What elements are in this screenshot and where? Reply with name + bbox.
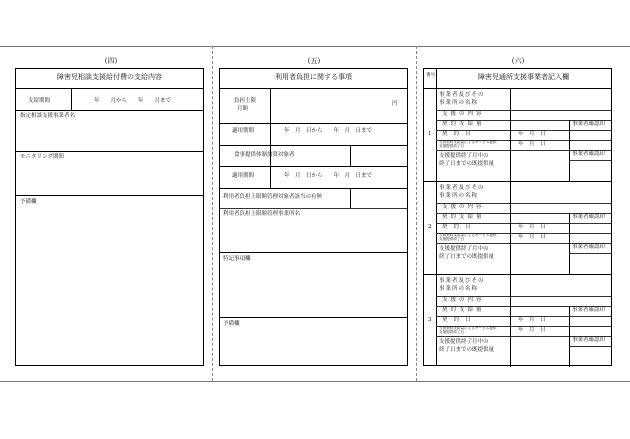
section-six-box (423, 68, 612, 366)
remaining-label-2: 終了日までの既提供量 (439, 254, 495, 260)
section-five-header: 利用者負担に関する事項 (275, 73, 352, 81)
divider (220, 166, 407, 167)
divider (16, 151, 203, 152)
divider (569, 130, 611, 131)
contract-date-value: 年 月 日 (518, 131, 546, 137)
divider (16, 88, 203, 89)
mgmt-office-label: 利用者負担上限額管理事業所名 (223, 211, 301, 217)
support-content-label: 支援の内容 (442, 111, 485, 117)
office-name-label-2: 事業所の名称 (439, 193, 479, 199)
meal-period-label: 適用期間 (232, 173, 255, 179)
contract-date-value: 年 月 日 (518, 317, 546, 323)
confirm-seal-label: 事業者確認印 (572, 151, 606, 157)
end-date-value: 年 月 日 (518, 141, 546, 147)
section-six-number: (六) (511, 57, 525, 65)
five-reserve-label: 予備欄 (223, 321, 240, 327)
divider (424, 274, 611, 275)
contract-date-label: 契約日 (442, 317, 477, 323)
confirm-seal-label: 事業者確認印 (572, 121, 606, 127)
contract-date-value: 年 月 日 (518, 224, 546, 230)
divider (16, 110, 203, 111)
period-value: 年 月から 年 月まで (94, 98, 172, 104)
section-five-box (219, 68, 408, 366)
divider (350, 188, 351, 208)
end-note-2: 支援提供終了日 (439, 237, 465, 241)
support-content-label: 支援の内容 (442, 297, 485, 303)
section-six-header: 障害児通所支援事業者記入欄 (478, 73, 569, 81)
reserve-label: 予備欄 (20, 199, 37, 205)
support-content-label: 支援の内容 (442, 204, 485, 210)
divider (71, 88, 72, 110)
remaining-label-2: 終了日までの既提供量 (439, 161, 495, 167)
divider (220, 188, 407, 189)
divider (350, 145, 351, 166)
end-date-value: 年 月 日 (518, 327, 546, 333)
top-rule (0, 46, 630, 47)
meal-period-value: 年 月 日から 年 月 日まで (284, 173, 373, 179)
confirm-seal-label: 事業者確認印 (572, 307, 606, 313)
divider (510, 88, 511, 181)
entry-number: 3 (428, 317, 432, 323)
meal-label: 食事提供体制加算対象者 (234, 152, 295, 158)
entry-number: 1 (428, 131, 432, 137)
special-label: 特記事項欄 (223, 256, 251, 262)
divider (16, 195, 203, 196)
mgmt-label: 利用者負担上限額管理対象者該当の有無 (223, 194, 323, 200)
fold-line-1 (212, 46, 213, 381)
divider (510, 181, 511, 274)
limit-period-label: 適用期間 (232, 128, 255, 134)
period-label: 支給期間 (28, 98, 51, 104)
divider (510, 274, 511, 367)
monitoring-label: モニタリング期間 (20, 154, 64, 160)
section-four-number: (四) (104, 57, 118, 65)
confirm-seal-label: 事業者確認印 (572, 214, 606, 220)
divider (569, 160, 611, 161)
yen-unit: 円 (392, 101, 398, 107)
confirm-seal-label: 事業者確認印 (572, 244, 606, 250)
fold-line-2 (416, 46, 417, 381)
office-name-label-2: 事業所の名称 (439, 286, 479, 292)
office-name-label-1: 事業者及びその (439, 278, 485, 284)
divider (270, 166, 271, 188)
remaining-label-1: 支援提供終了月中の (439, 339, 489, 345)
divider (424, 181, 611, 182)
contract-amount-label: 契約支給量 (442, 307, 485, 313)
limit-period-value: 年 月 日から 年 月 日まで (284, 128, 373, 134)
remaining-label-1: 支援提供終了月中の (439, 153, 489, 159)
divider (220, 317, 407, 318)
divider (424, 88, 611, 89)
number-header: 番号 (426, 73, 436, 78)
divider (569, 346, 611, 347)
divider (569, 253, 611, 254)
section-four-header: 障害児相談支援給付費の支給内容 (57, 73, 162, 81)
remaining-label-1: 支援提供終了月中の (439, 246, 489, 252)
section-four-box (15, 68, 204, 366)
limit-label-1: 負担上限 (234, 98, 257, 104)
divider (220, 208, 407, 209)
office-name-label-1: 事業者及びその (439, 92, 485, 98)
divider (569, 223, 611, 224)
end-note-1: 当該契約支給量によるサービス提供 (439, 326, 497, 330)
section-five-number: (五) (307, 57, 321, 65)
divider (220, 88, 407, 89)
end-note-1: 当該契約支給量によるサービス提供 (439, 233, 497, 237)
contract-date-label: 契約日 (442, 131, 477, 137)
divider (220, 252, 407, 253)
end-note-2: 支援提供終了日 (439, 330, 465, 334)
contract-date-label: 契約日 (442, 224, 477, 230)
bottom-rule (0, 381, 630, 382)
end-date-value: 年 月 日 (518, 234, 546, 240)
end-note-1: 当該契約支給量によるサービス提供 (439, 140, 497, 144)
entry-number: 2 (428, 224, 432, 230)
office-name-label-2: 事業所の名称 (439, 100, 479, 106)
divider (569, 316, 611, 317)
end-note-2: 支援提供終了日 (439, 144, 465, 148)
confirm-seal-label: 事業者確認印 (572, 337, 606, 343)
divider (220, 145, 407, 146)
divider (436, 69, 437, 365)
office-name-label-1: 事業者及びその (439, 185, 485, 191)
remaining-label-2: 終了日までの既提供量 (439, 347, 495, 353)
contract-amount-label: 契約支給量 (442, 121, 485, 127)
office-label: 指定相談支援事業者名 (20, 113, 76, 119)
divider (220, 123, 407, 124)
limit-label-2: 月額 (237, 106, 249, 112)
contract-amount-label: 契約支給量 (442, 214, 485, 220)
